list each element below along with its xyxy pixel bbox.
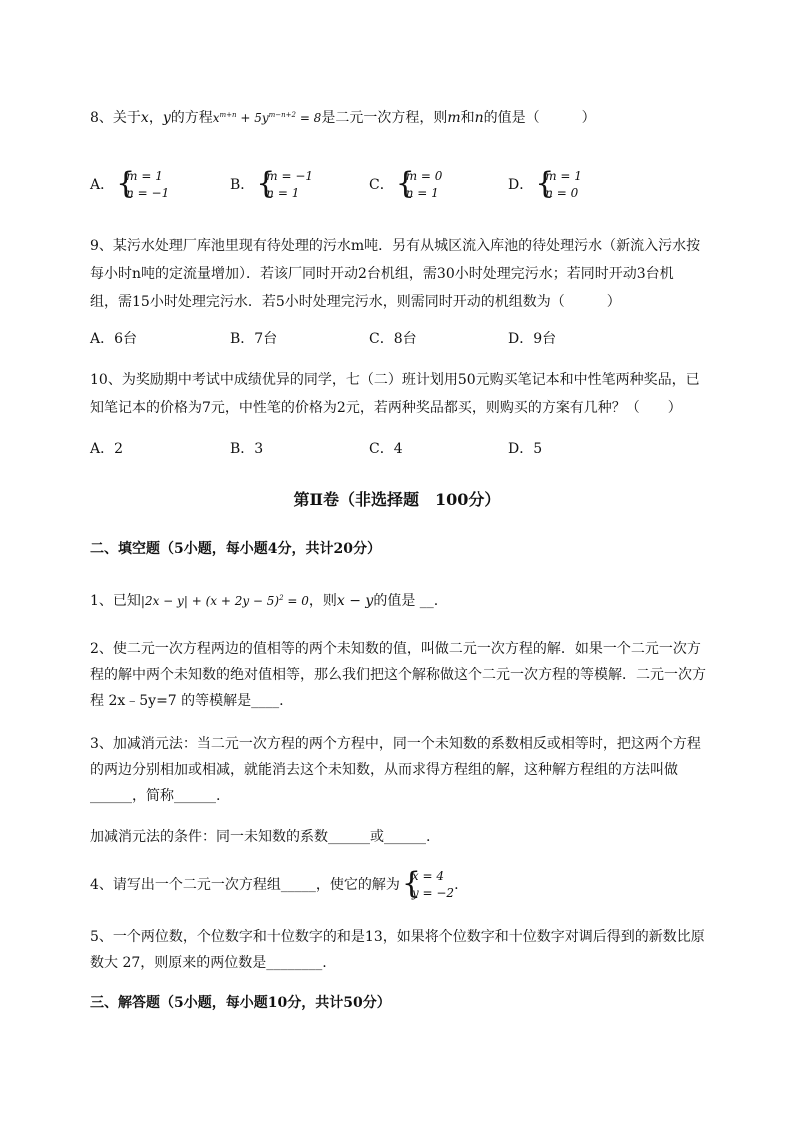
q9-option-a[interactable]: A．6台 [90,331,138,347]
q9-option-b[interactable]: B．7台 [230,331,278,347]
system-row: n = −1 [126,186,170,200]
fill-question-4 [90,868,459,902]
brace-icon: { [256,166,276,201]
f1-prefix: 1、已知 [90,593,141,609]
var-y: y [162,110,171,126]
f1-suffix: 的值是 __. [373,593,439,609]
equation-system [535,168,582,202]
q8-suffix: 是二元一次方程，则 [321,110,448,126]
q10-option-b[interactable]: B．3 [230,441,264,457]
q9-line: 每小时n吨的定流量增加）．若该厂同时开动2台机组，需30小时处理完污水；若同时开动3台机 [90,266,674,282]
f3-line: 3、加减消元法：当二元一次方程的两个方程中，同一个未知数的系数相反或相等时，把这两个方程 [90,736,701,752]
q8-option-a[interactable] [90,168,169,202]
f4-prefix: 4、请写出一个二元一次方程组_____，使它的解为 [90,877,400,893]
question-10-stem [90,366,700,422]
system-row: y = −2 [411,886,455,900]
q10-line: 10、为奖励期中考试中成绩优异的同学，七（二）班计划用50元购买笔记本和中性笔两种奖品，已 [90,372,700,388]
f1-expr: x − y [336,593,374,609]
fill-question-5 [90,924,705,976]
section-2-title: 二、填空题（5小题，每小题4分，共计20分） [90,541,381,557]
q10-option-d[interactable]: D．5 [508,441,543,457]
f2-line: 程的解中两个未知数的绝对值相等，那么我们把这个解称做这个二元一次方程的等模解．二元一次方 [90,667,706,683]
q9-option-d[interactable]: D．9台 [508,331,557,347]
q8-option-b[interactable] [230,168,313,202]
plus-sign: + [187,594,206,608]
question-9-stem [90,232,700,316]
q8-option-c[interactable] [369,168,442,202]
equation-system [396,168,443,202]
q9-line: 9、某污水处理厂库池里现有待处理的污水m吨．另有从城区流入库池的待处理污水（新流入污水按 [90,238,701,254]
system-row: m = −1 [266,169,314,183]
f3-line: 的两边分别相加或相减，就能消去这个未知数，从而求得方程组的解，这种解方程组的方法叫做 [90,762,678,778]
q9-line: 组，需15小时处理完污水．若5小时处理完污水，则需同时开动的机组数为（ ） [90,294,621,310]
system-row: m = 0 [405,169,443,183]
option-label: B． [230,177,255,193]
system-row: x = 4 [411,869,444,883]
equation-system [256,168,313,202]
q9-option-c[interactable]: C．8台 [369,331,417,347]
question-8-stem [90,104,596,129]
part-2-title: 第Ⅱ卷（非选择题 100分） [293,490,501,509]
f1-equation [141,594,309,608]
system-row: m = 1 [545,169,582,183]
var-n: n [474,110,484,126]
f3-line: ______，简称______. [90,788,221,804]
option-label: D． [508,177,534,193]
f5-line: 5、一个两位数，个位数字和十位数字的和是13，如果将个位数字和十位数字对调后得到的新数比原 [90,929,705,945]
eq-term-b: + 5y [236,111,269,125]
eq-zero: = 0 [283,594,309,608]
option-label: C． [369,177,394,193]
q10-line: 知笔记本的价格为7元，中性笔的价格为2元，若两种奖品都买，则购买的方案有几种？（ ） [90,400,682,416]
section-3-title: 三、解答题（5小题，每小题10分，共计50分） [90,995,391,1011]
eq-exp-b: m−n+2 [268,111,296,119]
abs-term: |2x − y| [140,594,188,608]
f5-line: 数大 27，则原来的两位数是________. [90,955,327,971]
q10-option-a[interactable]: A．2 [90,441,124,457]
eq-term-c: = 8 [296,111,322,125]
equation-system [402,868,454,902]
var-x: x [140,110,149,126]
q8-and: 和 [460,110,475,126]
brace-icon: { [116,166,136,201]
fill-question-3-condition: 加减消元法的条件：同一未知数的系数______或______. [90,829,431,845]
option-label: A． [90,177,115,193]
brace-icon: { [535,166,555,201]
fill-question-3 [90,731,701,809]
f4-suffix: . [454,877,459,893]
system-row: m = 1 [126,169,163,183]
paren-term: (x + 2y − 5) [205,594,280,608]
brace-icon: { [401,866,421,901]
q8-mid: 的方程 [170,110,213,126]
square-exp: 2 [279,594,284,602]
q8-option-d[interactable] [508,168,582,202]
q8-comma: ， [148,110,163,126]
q8-equation [213,111,322,125]
f1-mid: ，则 [308,593,337,609]
eq-exp-a: m+n [219,111,237,119]
equation-system [116,168,169,202]
fill-question-1 [90,587,438,612]
system-row: n = 0 [545,186,579,200]
q10-option-c[interactable]: C．4 [369,441,403,457]
q8-prefix: 8、关于 [90,110,141,126]
fill-question-2 [90,636,706,714]
f2-line: 程 2x﹣5y=7 的等模解是____. [90,693,284,709]
system-row: n = 1 [266,186,300,200]
brace-icon: { [395,166,415,201]
eq-term-a: x [212,111,220,125]
system-row: n = 1 [405,186,439,200]
f2-line: 2、使二元一次方程两边的值相等的两个未知数的值，叫做二元一次方程的解．如果一个二元一次方 [90,641,701,657]
var-m: m [447,110,461,126]
q8-end: 的值是（ ） [483,110,596,126]
